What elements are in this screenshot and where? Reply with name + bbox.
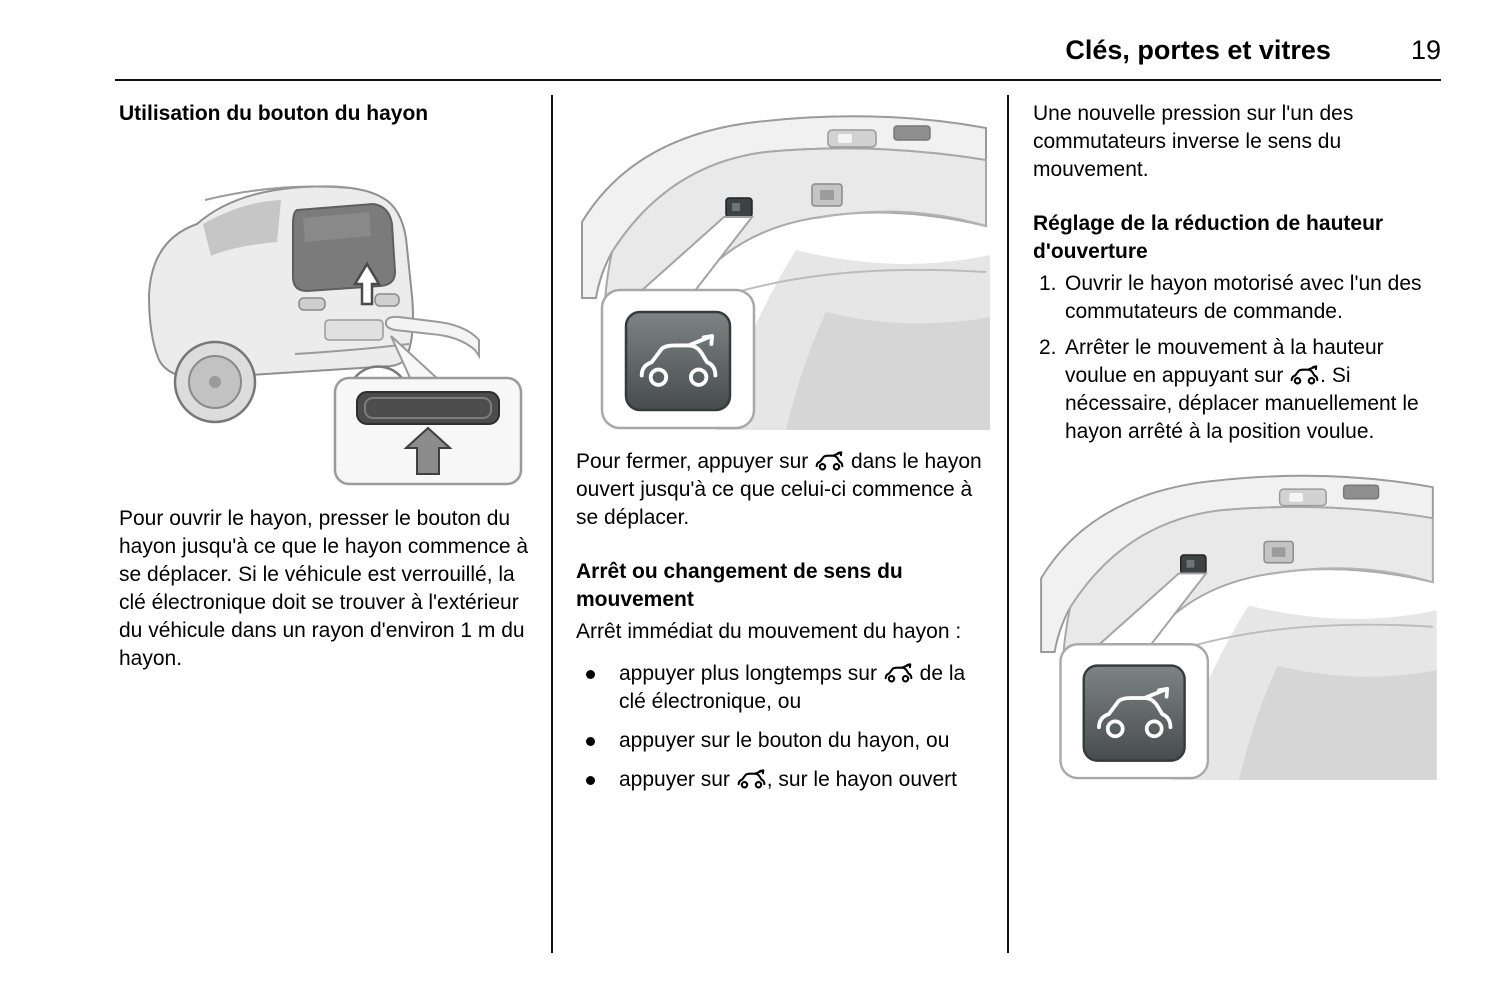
header-rule xyxy=(115,79,1441,81)
column-divider-1 xyxy=(551,95,553,953)
tailgate-switch-icon xyxy=(736,769,767,790)
column-right xyxy=(1033,100,1441,780)
step-number: 2. xyxy=(1039,336,1057,359)
bullet-marker xyxy=(586,776,595,785)
close-tailgate-paragraph xyxy=(576,448,990,532)
stop-options-list xyxy=(576,660,990,794)
chapter-title: Clés, portes et vitres xyxy=(1065,35,1331,65)
tailgate-switch-icon xyxy=(883,663,914,684)
page-number: 19 xyxy=(1410,35,1441,65)
section-heading: Arrêt ou changement de sens du mouvement xyxy=(576,560,903,611)
close-text-1: Pour fermer, appuyer sur xyxy=(576,450,815,473)
close-text-2: dans le hayon ouvert jusqu'à ce que celui-ci commence à se déplacer. xyxy=(576,450,982,529)
column-left xyxy=(119,100,532,699)
list-item xyxy=(576,660,990,716)
list-item xyxy=(1033,334,1441,446)
vehicle-rear-figure xyxy=(119,144,529,489)
open-tailgate-paragraph: Pour ouvrir le hayon, presser le bouton du hayon jusqu'à ce que le hayon commence à se déplacer. Si le véhicule est verrouillé, la clé électronique doit se trouver à l'extérieur du véhicule dans un rayon d'environ 1 m du hayon. xyxy=(119,507,529,670)
open-tailgate-illustration-2 xyxy=(1033,460,1441,780)
bullet-marker xyxy=(586,737,595,746)
bullet-text: appuyer sur le bouton du hayon, ou xyxy=(619,729,950,752)
stop-intro-text: Arrêt immédiat du mouvement du hayon : xyxy=(576,620,962,643)
tailgate-exterior-button xyxy=(357,392,499,424)
open-tailgate-illustration xyxy=(576,100,990,430)
tailgate-switch-icon xyxy=(1289,365,1320,386)
column-middle xyxy=(576,100,990,805)
tailgate-switch-icon xyxy=(814,451,845,472)
page-header xyxy=(115,36,1441,64)
tailgate-switch-button xyxy=(1084,666,1185,761)
list-item xyxy=(1033,270,1441,326)
reverse-direction-paragraph: Une nouvelle pression sur l'un des commutateurs inverse le sens du mouvement. xyxy=(1033,102,1354,181)
list-item xyxy=(576,727,990,755)
tailgate-open-figure xyxy=(576,100,990,430)
column-divider-2 xyxy=(1007,95,1009,953)
section-heading: Réglage de la réduction de hauteur d'ouverture xyxy=(1033,212,1384,263)
list-item xyxy=(576,766,990,794)
bullet-marker xyxy=(586,670,595,679)
step-number: 1. xyxy=(1039,272,1057,295)
tailgate-switch-button xyxy=(626,312,730,410)
bullet-text: appuyer sur , sur le hayon ouvert xyxy=(619,768,958,791)
height-adjust-steps xyxy=(1033,270,1441,446)
section-heading: Utilisation du bouton du hayon xyxy=(119,102,429,125)
step-text: Ouvrir le hayon motorisé avec l'un des commutateurs de commande. xyxy=(1065,272,1422,323)
bullet-text: appuyer plus longtemps sur de la clé électronique, ou xyxy=(619,662,966,713)
step-text: Arrêter le mouvement à la hauteur voulue en appuyant sur . Si nécessaire, déplacer manuellement le hayon arrêté à la position voulue. xyxy=(1065,336,1419,443)
tailgate-open-figure-2 xyxy=(1033,460,1439,780)
rear-view-illustration xyxy=(119,144,532,489)
